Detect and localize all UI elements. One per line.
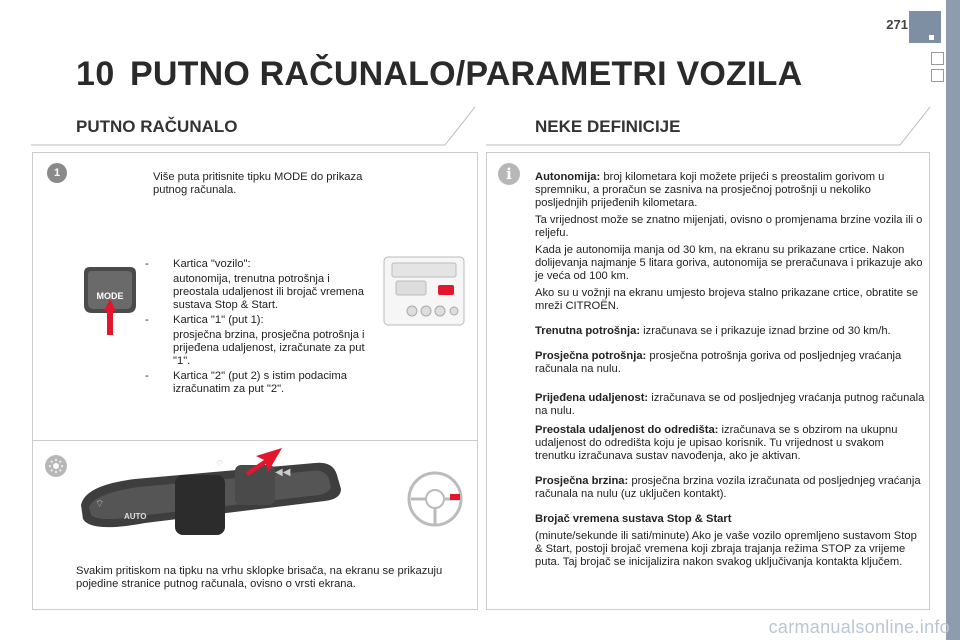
- tab-list: [145, 258, 375, 398]
- definition-item: Ta vrijednost može se znatno mijenjati, ovisno o promjenama brzine vozila ili o reljefu.: [535, 214, 923, 239]
- section-heading-trip-computer: PUTNO RAČUNALO: [76, 117, 238, 136]
- bottom-note: Svakim pritiskom na tipku na vrhu sklopke brisača, na ekranu se prikazuju pojedine stranice putnog računala, ovisno o vrsti ekrana.: [76, 565, 443, 590]
- svg-text:◀◀: ◀◀: [275, 467, 291, 478]
- list-item-detail: prosječna brzina, prosječna potrošnja i prijeđena udaljenost, izračunate za put "1".: [173, 329, 365, 367]
- radio-unit-sketch: [382, 255, 466, 327]
- definition-item: Prijeđena udaljenost: izračunava se od posljednjeg vraćanja putnog računala na nulu.: [535, 392, 925, 417]
- steering-wheel-sketch: [406, 470, 464, 528]
- mode-button-illustration: [82, 265, 138, 337]
- info-icon: i: [498, 163, 520, 185]
- definition-item: (minute/sekunde ili sati/minute) Ako je vaše vozilo opremljeno sustavom Stop & Start, postoji brojač vremena koji zbraja trajanja režima STOP za vrijeme puta. Taj brojač se inicijalizira nakon svakog uključivanja kontakta ključem.: [535, 530, 917, 568]
- definition-item: Prosječna brzina: prosječna brzina vozila izračunata od posljednjeg vraćanja računala na nulu (uz uključen kontakt).: [535, 475, 921, 500]
- chapter-number: 10: [76, 55, 115, 93]
- definition-item: Autonomija: broj kilometara koji možete prijeći s preostalim gorivom u spremniku, a proračun se zasniva na prosječnoj potrošnji u nekoliko posljednjih prijeđenih kilometara.: [535, 171, 885, 209]
- page-corner-marker: [909, 11, 941, 43]
- square-icon: [931, 69, 944, 82]
- svg-text:⌔: ⌔: [95, 499, 105, 510]
- step-number-badge: 1: [47, 163, 67, 183]
- page-title: PUTNO RAČUNALO/PARAMETRI VOZILA: [130, 55, 803, 93]
- page-sidebar-strip: [946, 0, 960, 640]
- light-bulb-icon: [45, 455, 67, 477]
- square-icon: [931, 52, 944, 65]
- definition-item: Ako su u vožnji na ekranu umjesto brojeva stalno prikazane crtice, obratite se mreži CITROËN.: [535, 287, 919, 312]
- definitions-list: [535, 171, 925, 573]
- wiper-lever-illustration: [75, 445, 365, 545]
- mode-button-label: MODE: [96, 291, 124, 301]
- panel-divider: [32, 440, 478, 441]
- red-arrow-icon: [244, 446, 284, 480]
- mode-button-icon: [82, 265, 138, 337]
- section-heading-definitions: NEKE DEFINICIJE: [535, 117, 681, 136]
- watermark: carmanualsonline.info: [768, 617, 950, 637]
- page-number: 271: [886, 17, 908, 32]
- list-item-detail: autonomija, trenutna potrošnja i preostala udaljenost ili brojač vremena sustava Stop & Start.: [173, 273, 364, 311]
- list-item: - Kartica "2" (put 2) s istim podacima izračunatim za put "2".: [145, 370, 347, 395]
- definition-item: Kada je autonomija manja od 30 km, na ekranu su prikazane crtice. Nakon dolijevanja najmanje 5 litara goriva, autonomija se preračunava i prikazuje ako je veća od 100 km.: [535, 244, 923, 282]
- definition-item: Preostala udaljenost do odredišta: izračunava se s obzirom na ukupnu udaljenost do odredišta koju je upisao korisnik. Tu vrijednost u svakom trenutku izračunava sustav navođenja, ako je aktivan.: [535, 424, 898, 462]
- intro-text: Više puta pritisnite tipku MODE do prikaza putnog računala.: [153, 171, 363, 196]
- list-item: - Kartica "1" (put 1):: [145, 314, 264, 326]
- list-item: - Kartica "vozilo":: [145, 258, 251, 270]
- definition-item: Prosječna potrošnja: prosječna potrošnja goriva od posljednjeg vraćanja računala na nulu.: [535, 350, 902, 375]
- definition-item: Trenutna potrošnja: izračunava se i prikazuje iznad brzine od 30 km/h.: [535, 325, 891, 337]
- svg-text:⌔: ⌔: [215, 459, 225, 470]
- lever-auto-label: AUTO: [124, 512, 147, 521]
- definition-item: Brojač vremena sustava Stop & Start: [535, 513, 732, 525]
